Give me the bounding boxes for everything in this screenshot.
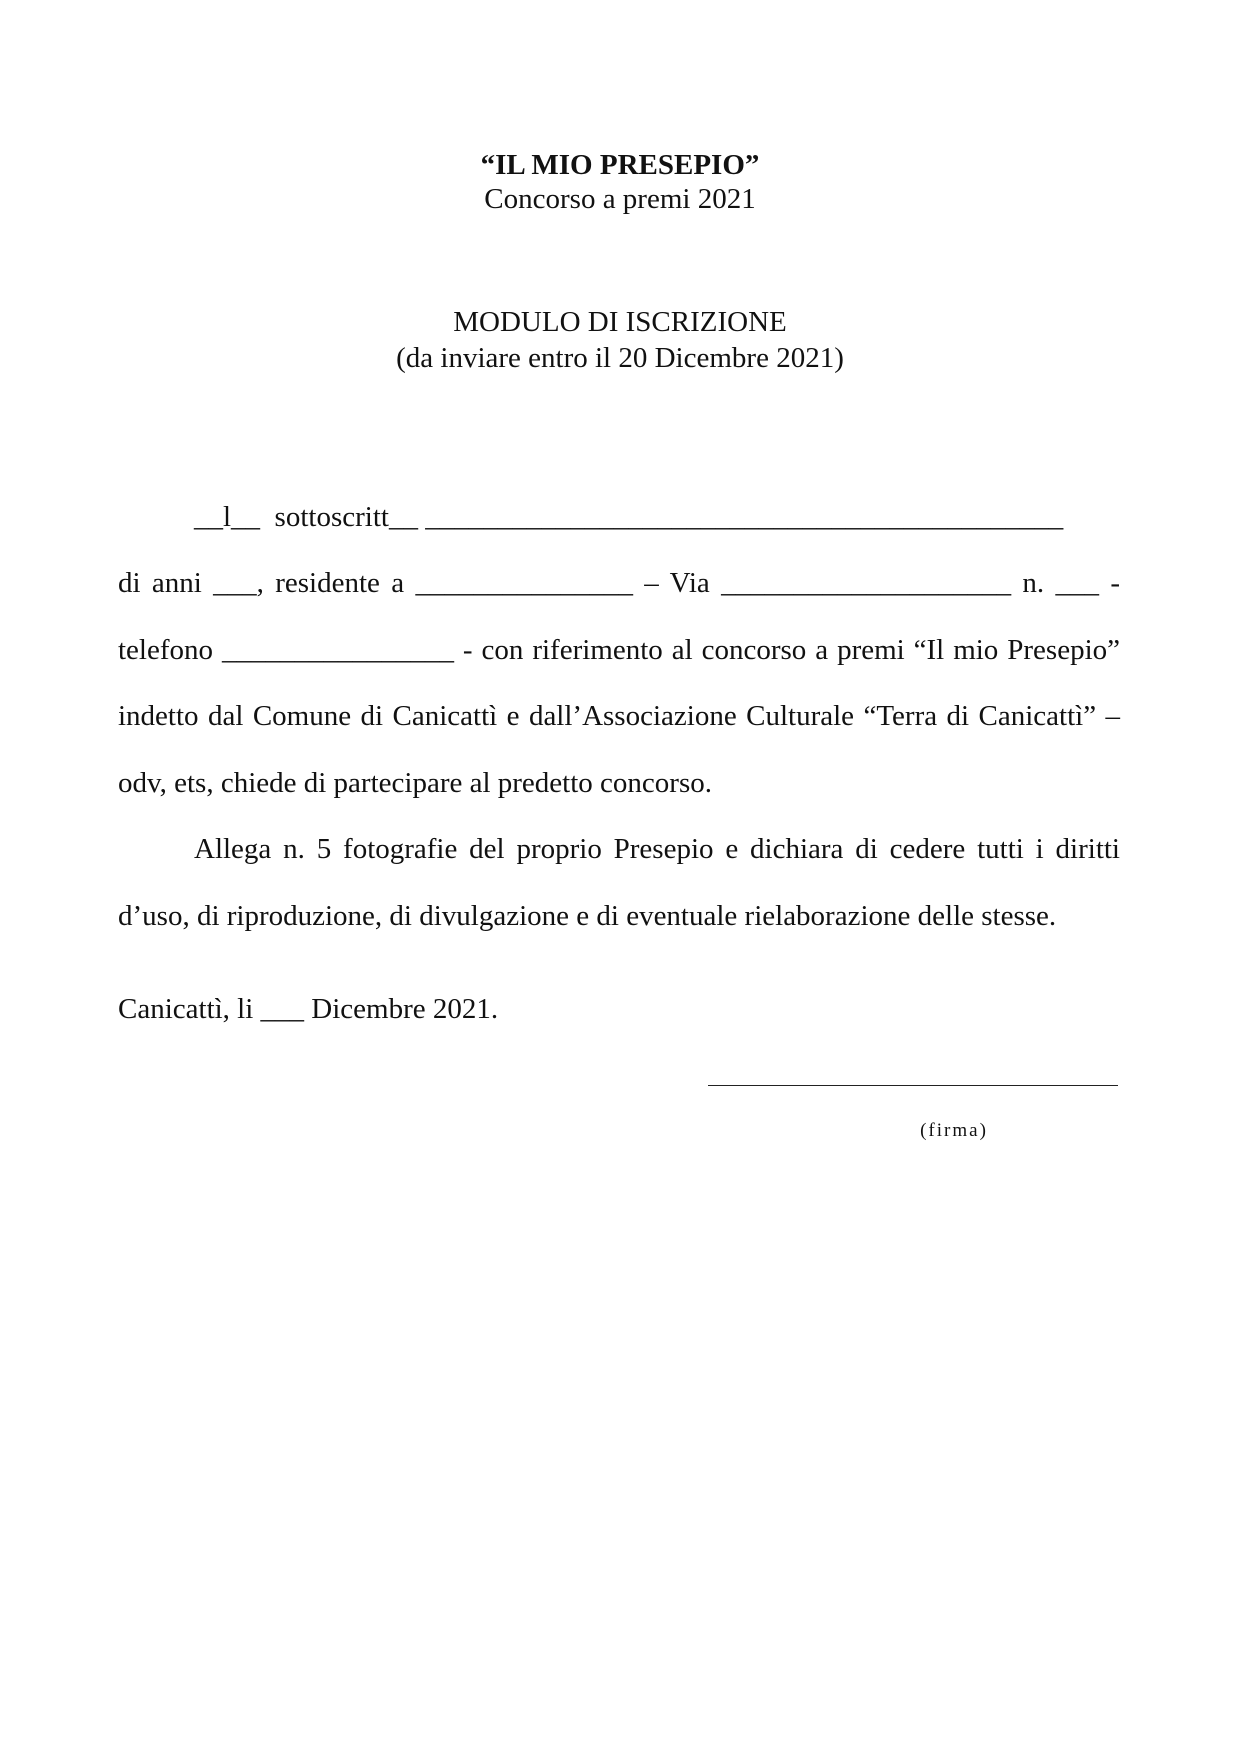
body-line-5: odv, ets, chiede di partecipare al predetto concorso.: [118, 767, 712, 799]
body-line-7: d’uso, di riproduzione, di divulgazione e di eventuale rielaborazione delle stesse.: [118, 900, 1057, 932]
signature-line: [708, 1085, 1118, 1086]
body-line-6: Allega n. 5 fotografie del proprio Presepio e dichiara di cedere tutti i diritti: [194, 833, 1120, 865]
contest-subtitle: Concorso a premi 2021: [484, 183, 756, 215]
body-line-1: __l__ sottoscritt__ ____________________________________________: [194, 501, 1064, 533]
form-deadline: (da inviare entro il 20 Dicembre 2021): [396, 342, 844, 374]
form-heading: MODULO DI ISCRIZIONE: [453, 306, 787, 338]
contest-title: “IL MIO PRESEPIO”: [480, 149, 760, 181]
signature-label: (firma): [920, 1120, 988, 1141]
body-line-4: indetto dal Comune di Canicattì e dall’Associazione Culturale “Terra di Canicattì” –: [118, 700, 1120, 732]
body-line-2: di anni ___, residente a _______________ – Via ____________________ n. ___ -: [118, 567, 1120, 599]
body-line-3: telefono ________________ - con riferimento al concorso a premi “Il mio Presepio”: [118, 634, 1120, 666]
place-date: Canicattì, li ___ Dicembre 2021.: [118, 993, 499, 1025]
